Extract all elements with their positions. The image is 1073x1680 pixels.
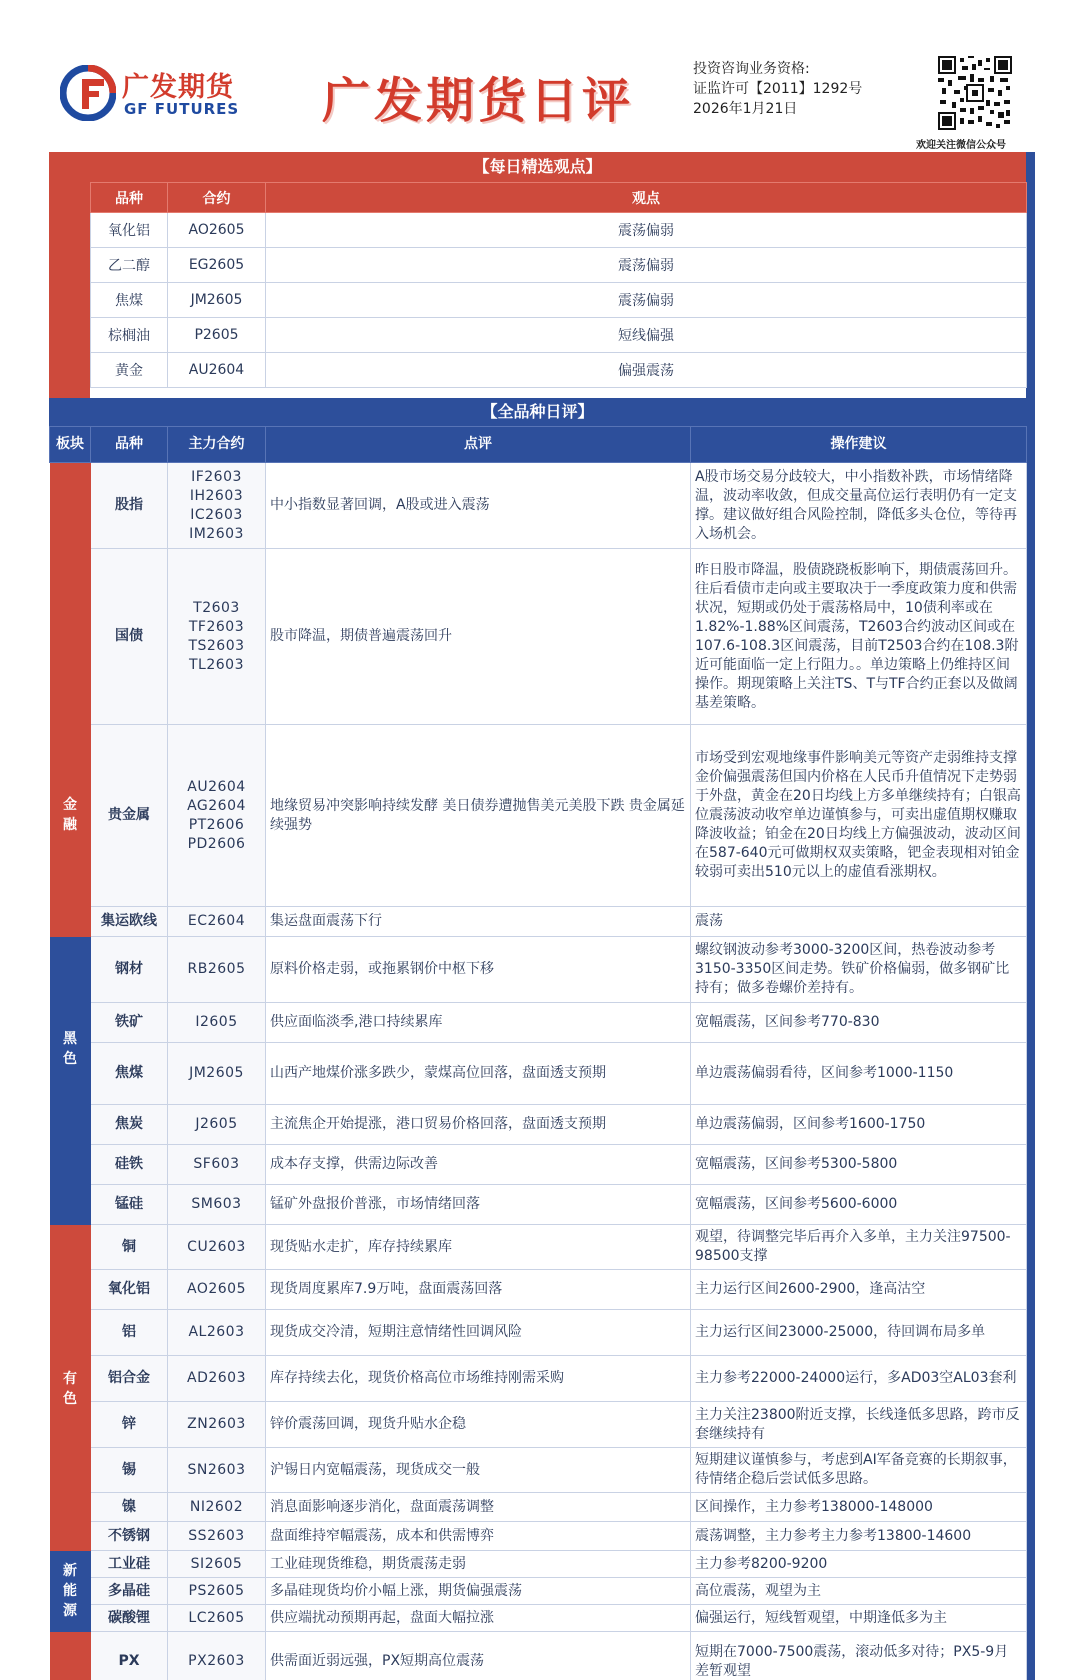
table-row: [50, 1270, 1027, 1310]
comment-cell: 供应面临淡季,港口持续累库: [266, 1003, 691, 1043]
contract-cell: SM603: [168, 1185, 266, 1225]
gf-logo-icon: [60, 65, 116, 121]
table-row: [50, 1003, 1027, 1043]
table-row: [50, 907, 1027, 937]
section-label-energy-chemical: [50, 1632, 91, 1680]
variety-cell: 铁矿: [91, 1003, 168, 1043]
comment-cell: 股市降温，期债普遍震荡回升: [266, 549, 691, 725]
section-label-ferrous: 黑 色: [50, 937, 91, 1225]
variety-cell: 不锈钢: [91, 1522, 168, 1551]
contract-cell: J2605: [168, 1105, 266, 1145]
table-row: [50, 1632, 1027, 1680]
contract-cell: SN2603: [168, 1448, 266, 1493]
variety-cell: 锌: [91, 1402, 168, 1448]
variety-cell: 锰硅: [91, 1185, 168, 1225]
selected-views-table: [90, 182, 1027, 388]
qr-caption: 欢迎关注微信公众号: [916, 140, 1006, 151]
comment-cell: 盘面维持窄幅震荡，成本和供需博弈: [266, 1522, 691, 1551]
page-title: 广发期货日评: [322, 73, 635, 129]
contract-cell: AO2605: [168, 213, 266, 248]
comment-cell: 供应端扰动预期再起，盘面大幅拉涨: [266, 1605, 691, 1632]
variety-cell: 乙二醇: [91, 248, 168, 283]
column-header: 观点: [266, 183, 1027, 213]
advice-cell: 单边震荡偏弱，区间参考1600-1750: [691, 1105, 1027, 1145]
contract-cell: I2605: [168, 1003, 266, 1043]
comment-cell: 沪锡日内宽幅震荡，现货成交一般: [266, 1448, 691, 1493]
advice-cell: 短期建议谨慎参与，考虑到AI军备竞赛的长期叙事，待情绪企稳后尝试低多思路。: [691, 1448, 1027, 1493]
section-label-finance: 金 融: [50, 463, 91, 937]
table-row: [50, 1605, 1027, 1632]
contract-cell: NI2602: [168, 1493, 266, 1522]
gf-futures-logo: [60, 63, 250, 123]
table-row: [50, 463, 1027, 549]
section-label-new-energy: 新 能 源: [50, 1551, 91, 1632]
variety-cell: 集运欧线: [91, 907, 168, 937]
contract-cell: [168, 463, 266, 549]
variety-cell: 镍: [91, 1493, 168, 1522]
contract-cell: AU2604: [168, 353, 266, 388]
table-row: [50, 937, 1027, 1003]
variety-cell: 焦炭: [91, 1105, 168, 1145]
contract-cell: AO2605: [168, 1270, 266, 1310]
contract-code: TF2603: [188, 618, 245, 635]
advice-cell: 主力运行区间2600-2900，逢高沽空: [691, 1270, 1027, 1310]
comment-cell: 原料价格走弱，或拖累钢价中枢下移: [266, 937, 691, 1003]
table-row: [50, 1551, 1027, 1578]
table-row: [50, 1185, 1027, 1225]
column-header: 板块: [50, 427, 91, 463]
view-cell: 震荡偏弱: [266, 213, 1027, 248]
advice-cell: 螺纹钢波动参考3000-3200区间，热卷波动参考3150-3350区间走势。铁矿价格偏弱，做多钢矿比持有；做多卷螺价差持有。: [691, 937, 1027, 1003]
advice-cell: 区间操作，主力参考138000-148000: [691, 1493, 1027, 1522]
variety-cell: 焦煤: [91, 283, 168, 318]
table-row: [50, 1043, 1027, 1105]
contract-cell: ZN2603: [168, 1402, 266, 1448]
table-row: [50, 1105, 1027, 1145]
comment-cell: 锌价震荡回调，现货升贴水企稳: [266, 1402, 691, 1448]
table-row: [50, 1493, 1027, 1522]
variety-cell: 氧化铝: [91, 1270, 168, 1310]
variety-cell: 铝合金: [91, 1356, 168, 1402]
column-header: 品种: [91, 427, 168, 463]
advice-cell: 单边震荡偏弱看待，区间参考1000-1150: [691, 1043, 1027, 1105]
logo-chinese-text: 广发期货: [122, 72, 234, 103]
column-header: 操作建议: [691, 427, 1027, 463]
comment-cell: 地缘贸易冲突影响持续发酵 美日债券遭抛售美元美股下跌 贵金属延续强势: [266, 725, 691, 907]
contract-cell: SS2603: [168, 1522, 266, 1551]
contract-code: IC2603: [190, 506, 243, 523]
contract-cell: LC2605: [168, 1605, 266, 1632]
comment-cell: 现货周度累库7.9万吨，盘面震荡回落: [266, 1270, 691, 1310]
contract-cell: CU2603: [168, 1225, 266, 1270]
contract-cell: EC2604: [168, 907, 266, 937]
variety-cell: 氧化铝: [91, 213, 168, 248]
contract-code: T2603: [193, 599, 240, 616]
contract-cell: JM2605: [168, 1043, 266, 1105]
logo-english-text: GF FUTURES: [124, 100, 240, 118]
table-row: [50, 725, 1027, 907]
contract-code: IH2603: [189, 487, 244, 504]
contract-cell: SI2605: [168, 1551, 266, 1578]
table-row: [50, 549, 1027, 725]
advice-cell: 宽幅震荡，区间参考5300-5800: [691, 1145, 1027, 1185]
comment-cell: 现货贴水走扩，库存持续累库: [266, 1225, 691, 1270]
contract-code: PT2606: [188, 816, 245, 833]
contract-code: IF2603: [191, 468, 242, 485]
advice-cell: 市场受到宏观地缘事件影响美元等资产走弱维持支撑金价偏强震荡但国内价格在人民币升值情况下走势弱于外盘，黄金在20日均线上方多单继续持有；白银高位震荡波动收窄单边谨慎参与，可卖出虚值期权赚取降波收益；铂金在20日均线上方偏强波动，波动区间在587-640元可做期权双卖策略，钯金表现相对铂金较弱可卖出510元以上的虚值看涨期权。: [691, 725, 1027, 907]
selected-left-bar: [49, 182, 90, 398]
selected-section-title: 【每日精选观点】: [49, 152, 1026, 182]
all-section-title: 【全品种日评】: [49, 398, 1026, 426]
contract-cell: SF603: [168, 1145, 266, 1185]
frame-right-bar: [1026, 152, 1035, 1680]
all-header-row: [50, 427, 1027, 463]
table-row: [50, 1578, 1027, 1605]
advice-cell: 宽幅震荡，区间参考5600-6000: [691, 1185, 1027, 1225]
advice-cell: 主力运行区间23000-25000，待回调布局多单: [691, 1310, 1027, 1356]
table-row: [91, 213, 1027, 248]
contract-cell: [168, 725, 266, 907]
contract-cell: EG2605: [168, 248, 266, 283]
variety-cell: 碳酸锂: [91, 1605, 168, 1632]
comment-cell: 山西产地煤价涨多跌少，蒙煤高位回落，盘面透支预期: [266, 1043, 691, 1105]
comment-cell: 锰矿外盘报价普涨，市场情绪回落: [266, 1185, 691, 1225]
variety-cell: 工业硅: [91, 1551, 168, 1578]
report-date: 2026年1月21日: [693, 101, 798, 117]
column-header: 主力合约: [168, 427, 266, 463]
advice-cell: 高位震荡，观望为主: [691, 1578, 1027, 1605]
advice-cell: 主力关注23800附近支撑，长线逢低多思路，跨市反套继续持有: [691, 1402, 1027, 1448]
table-row: [91, 318, 1027, 353]
advice-cell: 偏强运行，短线暂观望，中期逢低多为主: [691, 1605, 1027, 1632]
table-row: [50, 1310, 1027, 1356]
variety-cell: 贵金属: [91, 725, 168, 907]
advice-cell: 震荡调整，主力参考主力参考13800-14600: [691, 1522, 1027, 1551]
variety-cell: 股指: [91, 463, 168, 549]
comment-cell: 供需面近弱远强，PX短期高位震荡: [266, 1632, 691, 1680]
advice-cell: 主力参考22000-24000运行，多AD03空AL03套利: [691, 1356, 1027, 1402]
advice-cell: A股市场交易分歧较大，中小指数补跌，市场情绪降温，波动率收敛，但成交量高位运行表明仍有一定支撑。建议做好组合风险控制，降低多头仓位，等待再入场机会。: [691, 463, 1027, 549]
advice-cell: 主力参考8200-9200: [691, 1551, 1027, 1578]
contract-cell: AD2603: [168, 1356, 266, 1402]
advice-cell: 宽幅震荡，区间参考770-830: [691, 1003, 1027, 1043]
comment-cell: 库存持续去化，现货价格高位市场维持刚需采购: [266, 1356, 691, 1402]
column-header: 点评: [266, 427, 691, 463]
view-cell: 震荡偏弱: [266, 283, 1027, 318]
variety-cell: 焦煤: [91, 1043, 168, 1105]
contract-cell: PS2605: [168, 1578, 266, 1605]
contract-cell: PX2603: [168, 1632, 266, 1680]
variety-cell: 铜: [91, 1225, 168, 1270]
table-row: [91, 283, 1027, 318]
table-row: [50, 1356, 1027, 1402]
table-row: [91, 248, 1027, 283]
variety-cell: 硅铁: [91, 1145, 168, 1185]
contract-code: PD2606: [187, 835, 246, 852]
all-varieties-table: [49, 426, 1027, 1680]
contract-cell: JM2605: [168, 283, 266, 318]
column-header: 合约: [168, 183, 266, 213]
comment-cell: 集运盘面震荡下行: [266, 907, 691, 937]
wechat-qr-code-icon: [938, 56, 1012, 130]
comment-cell: 中小指数显著回调，A股或进入震荡: [266, 463, 691, 549]
advice-cell: 短期在7000-7500震荡，滚动低多对待；PX5-9月差暂观望: [691, 1632, 1027, 1680]
contract-code: TL2603: [189, 656, 244, 673]
contract-code: AU2604: [187, 778, 246, 795]
comment-cell: 成本存支撑，供需边际改善: [266, 1145, 691, 1185]
selected-header-row: [91, 183, 1027, 213]
variety-cell: 锡: [91, 1448, 168, 1493]
comment-cell: 多晶硅现货均价小幅上涨，期货偏强震荡: [266, 1578, 691, 1605]
table-row: [50, 1145, 1027, 1185]
variety-cell: 钢材: [91, 937, 168, 1003]
contract-cell: [168, 549, 266, 725]
variety-cell: 国债: [91, 549, 168, 725]
comment-cell: 现货成交冷清，短期注意情绪性回调风险: [266, 1310, 691, 1356]
table-row: [50, 1225, 1027, 1270]
advice-cell: 震荡: [691, 907, 1027, 937]
column-header: 品种: [91, 183, 168, 213]
contract-code: AG2604: [187, 797, 246, 814]
comment-cell: 主流焦企开始提涨，港口贸易价格回落，盘面透支预期: [266, 1105, 691, 1145]
comment-cell: 工业硅现货维稳，期货震荡走弱: [266, 1551, 691, 1578]
contract-cell: AL2603: [168, 1310, 266, 1356]
comment-cell: 消息面影响逐步消化，盘面震荡调整: [266, 1493, 691, 1522]
view-cell: 震荡偏弱: [266, 248, 1027, 283]
variety-cell: 棕榈油: [91, 318, 168, 353]
qualification-line: 投资咨询业务资格:: [693, 61, 810, 77]
license-line: 证监许可【2011】1292号: [693, 81, 863, 97]
view-cell: 短线偏强: [266, 318, 1027, 353]
view-cell: 偏强震荡: [266, 353, 1027, 388]
variety-cell: PX: [91, 1632, 168, 1680]
variety-cell: 黄金: [91, 353, 168, 388]
contract-cell: P2605: [168, 318, 266, 353]
advice-cell: 昨日股市降温，股债跷跷板影响下，期债震荡回升。往后看债市走向或主要取决于一季度政策力度和供需状况，短期或仍处于震荡格局中，10债利率或在1.82%-1.88%区间震荡，T2603合约波动区间或在107.6-108.3区间震荡，目前T2503合约在108.3附近可能面临一定上行阻力。。单边策略上仍维持区间操作。期现策略上关注TS、T与TF合约正套以及做阔基差策略。: [691, 549, 1027, 725]
table-row: [91, 353, 1027, 388]
variety-cell: 铝: [91, 1310, 168, 1356]
table-row: [50, 1522, 1027, 1551]
contract-code: TS2603: [188, 637, 245, 654]
table-row: [50, 1448, 1027, 1493]
qualification-info: [693, 59, 862, 119]
contract-code: IM2603: [189, 525, 244, 542]
section-label-nonferrous: 有 色: [50, 1225, 91, 1551]
advice-cell: 观望，待调整完毕后再介入多单，主力关注97500-98500支撑: [691, 1225, 1027, 1270]
table-row: [50, 1402, 1027, 1448]
contract-cell: RB2605: [168, 937, 266, 1003]
variety-cell: 多晶硅: [91, 1578, 168, 1605]
